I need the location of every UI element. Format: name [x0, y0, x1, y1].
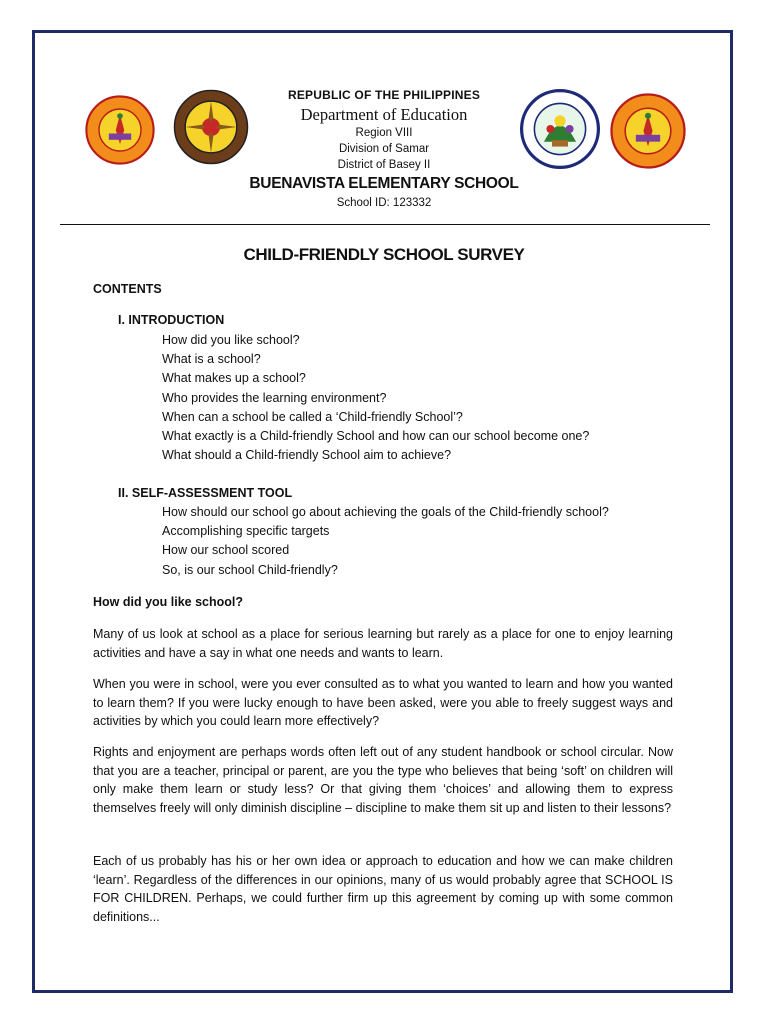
- section-introduction-heading: I. INTRODUCTION: [118, 313, 225, 327]
- paragraph: Many of us look at school as a place for serious learning but rarely as a place for one to enjoy learning activities and have a say in what one needs and wants to learn.: [93, 627, 673, 660]
- list-item: What exactly is a Child-friendly School and how can our school become one?: [162, 429, 590, 444]
- list-item: What makes up a school?: [162, 371, 306, 386]
- list-item: So, is our school Child-friendly?: [162, 562, 338, 577]
- list-item: When can a school be called a ‘Child-friendly School’?: [162, 409, 463, 424]
- department-heading: Department of Education: [300, 105, 468, 124]
- list-item: How did you like school?: [162, 333, 300, 347]
- list-item: What is a school?: [162, 352, 261, 367]
- header-divider: [60, 224, 710, 225]
- contents-heading: CONTENTS: [93, 282, 162, 296]
- list-item: How should our school go about achieving the goals of the Child-friendly school?: [162, 505, 609, 519]
- paragraph: When you were in school, were you ever consulted as to what you wanted to learn and how you wanted to learn them? If you were lucky enough to have been asked, were you able to freely suggest ways and activities by which you could learn more effectively?: [93, 677, 673, 729]
- division-line: Division of Samar: [338, 143, 430, 155]
- republic-heading: REPUBLIC OF THE PHILIPPINES: [287, 88, 481, 102]
- body-heading: How did you like school?: [93, 595, 244, 609]
- self-assessment-list: [162, 503, 609, 580]
- list-item: What should a Child-friendly School aim to achieve?: [162, 448, 452, 463]
- school-id: School ID: 123332: [336, 197, 432, 209]
- document-title: CHILD-FRIENDLY SCHOOL SURVEY: [243, 245, 525, 264]
- list-item: Accomplishing specific targets: [162, 524, 330, 539]
- paragraph: Rights and enjoyment are perhaps words often left out of any student handbook or school circular. Now that you are a teacher, principal or parent, are you the type who believes that being ‘soft’ on children will only make them learn or study less? Or that giving them ‘choices’ and allowing them to express themselves freely will only diminish discipline – discipline to make them sit up and listen to their lessons?: [93, 745, 673, 815]
- list-item: How our school scored: [162, 543, 290, 558]
- paragraph: Each of us probably has his or her own idea or approach to education and how we can make children ‘learn’. Regardless of the differences in our opinions, many of us would probably agree that SCHOOL IS FOR CHILDREN. Perhaps, we could further firm up this agreement by coming up with some common definitions...: [93, 854, 673, 924]
- list-item: Who provides the learning environment?: [162, 390, 387, 405]
- district-line: District of Basey II: [337, 159, 431, 171]
- section-self-assessment-heading: II. SELF-ASSESSMENT TOOL: [118, 486, 293, 500]
- school-name: BUENAVISTA ELEMENTARY SCHOOL: [249, 175, 519, 192]
- region-line: Region VIII: [355, 127, 413, 139]
- introduction-list: [162, 331, 589, 465]
